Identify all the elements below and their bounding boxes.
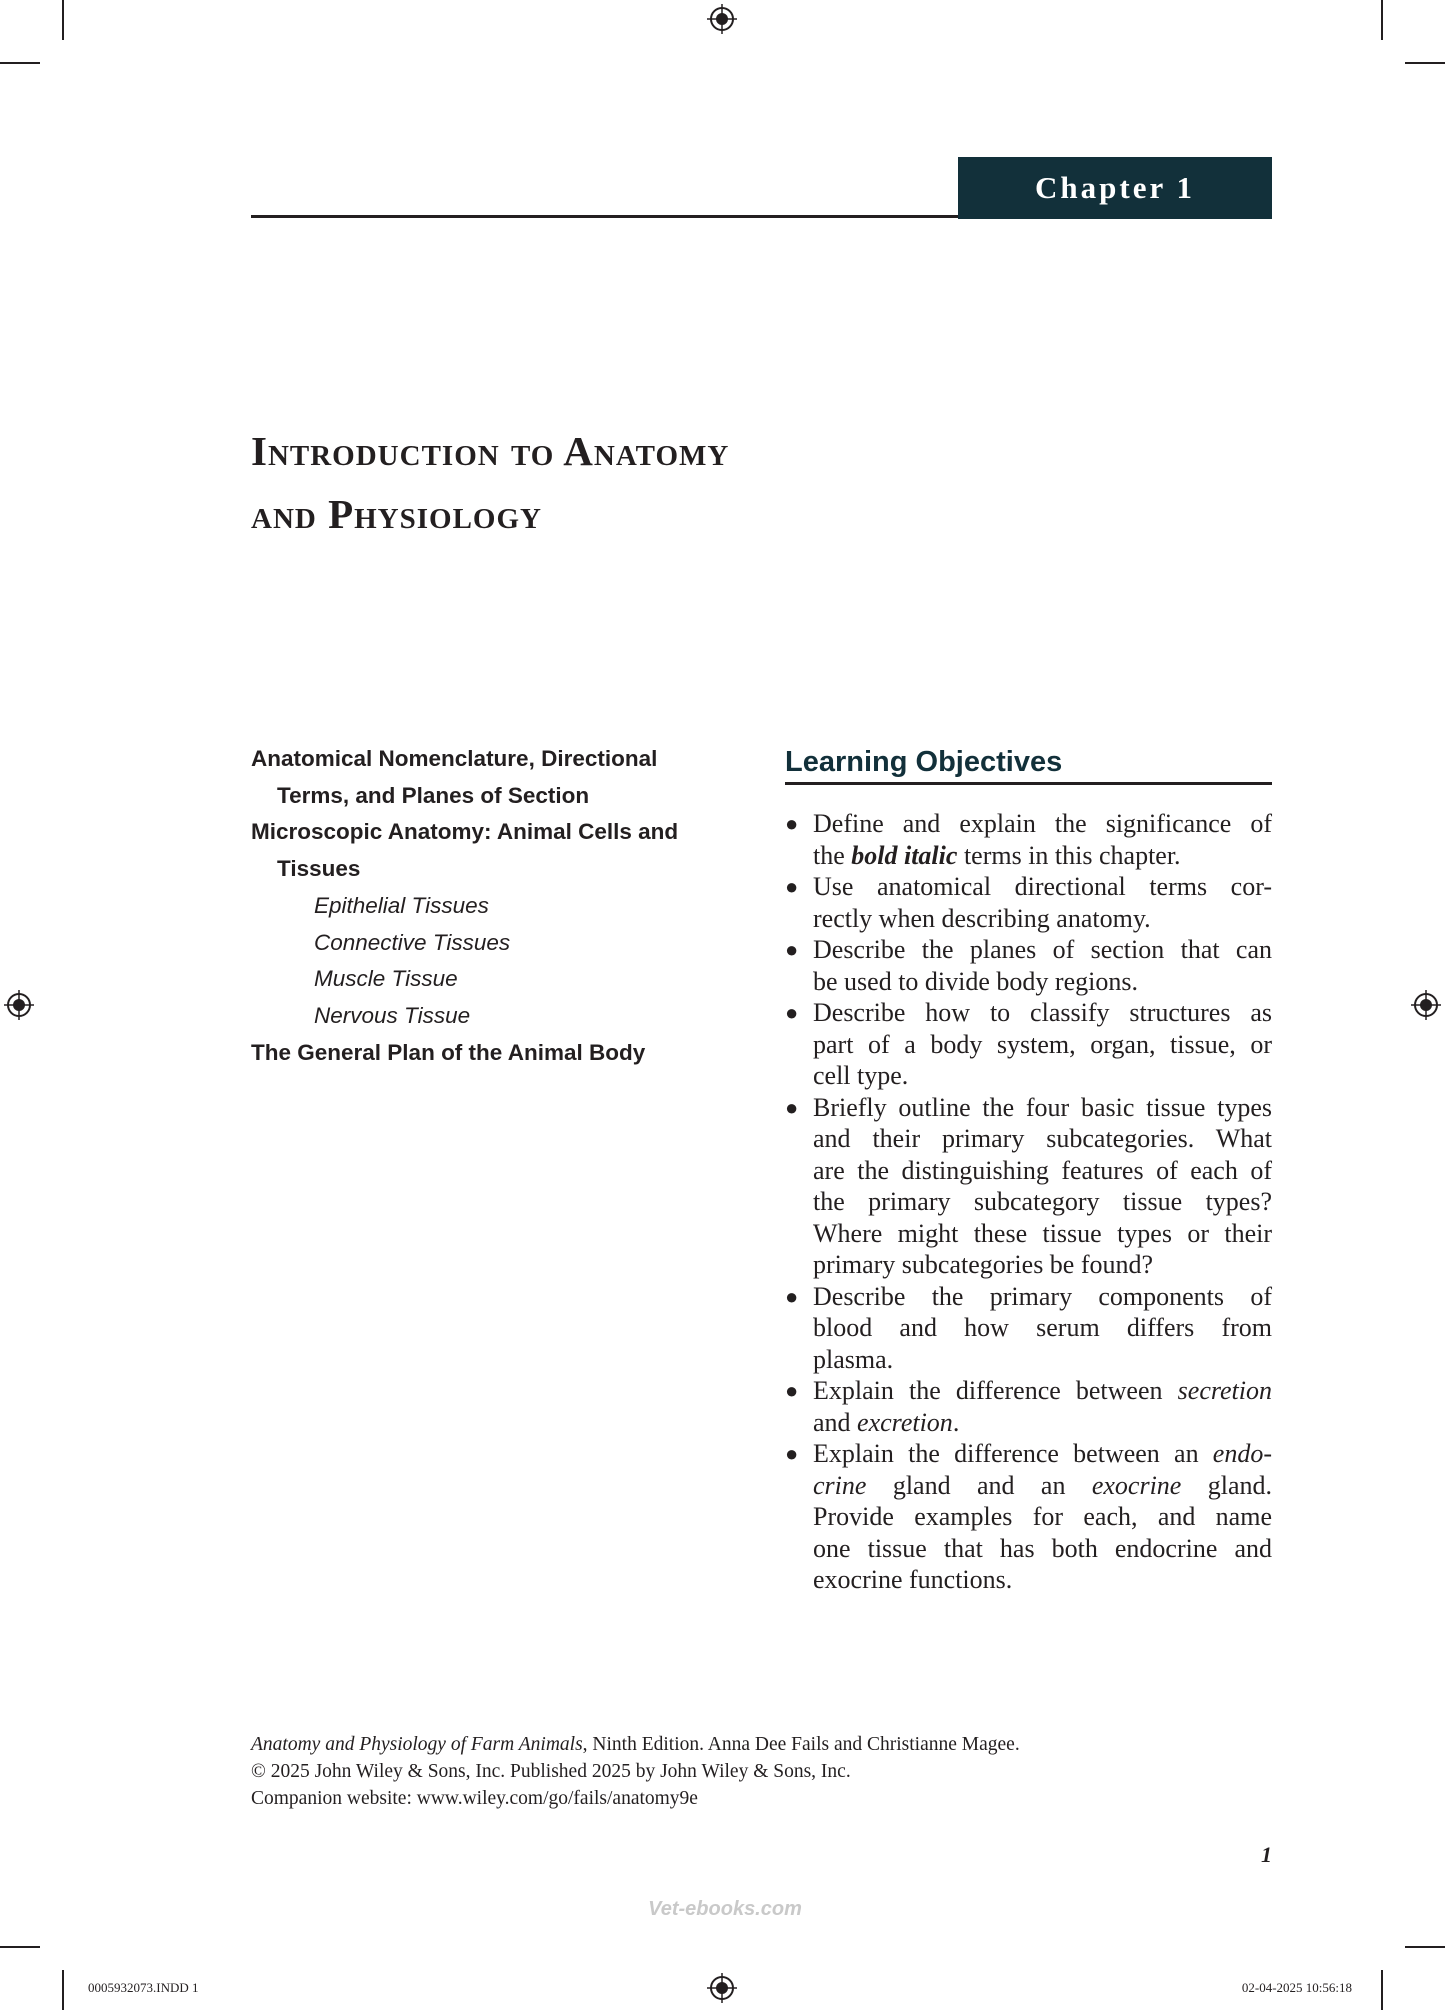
chapter-label: Chapter 1 xyxy=(958,157,1272,219)
objective-text: gland and an xyxy=(866,1470,1092,1500)
objective-text: terms in this chapter. xyxy=(957,840,1181,870)
learning-objective xyxy=(785,1281,1272,1376)
objective-line xyxy=(813,808,1272,840)
objective-text: Use anatomical directional terms cor- xyxy=(813,872,1272,901)
chapter-outline xyxy=(251,741,711,1071)
bullet-icon: ● xyxy=(785,1441,799,1466)
bullet-icon: ● xyxy=(785,1000,799,1025)
objective-text: Describe the planes of section that can xyxy=(813,935,1272,964)
emphasized-term: crine xyxy=(813,1470,867,1500)
outline-subsection: Muscle Tissue xyxy=(314,966,458,992)
objective-text: the primary subcategory tissue types? xyxy=(813,1187,1272,1216)
companion-website: Companion website: www.wiley.com/go/fails/anatomy9e xyxy=(251,1788,698,1809)
registration-mark-icon xyxy=(4,990,34,1020)
objective-line xyxy=(813,1186,1272,1218)
objective-line xyxy=(813,934,1272,966)
objective-text: rectly when describing anatomy. xyxy=(813,903,1151,933)
bullet-icon: ● xyxy=(785,1378,799,1403)
bullet-icon: ● xyxy=(785,1283,799,1309)
learning-objective xyxy=(785,997,1272,1092)
objective-text: Describe how to classify structures as xyxy=(813,998,1272,1027)
objective-text: cell type. xyxy=(813,1061,909,1090)
chapter-title-line: and Physiology xyxy=(251,491,542,537)
chapter-title xyxy=(251,420,1051,546)
bullet-icon: ● xyxy=(785,874,799,899)
objective-text: be used to divide body regions. xyxy=(813,966,1138,996)
objective-line xyxy=(813,1060,1272,1092)
outline-section: Tissues xyxy=(277,856,361,882)
emphasized-term: secretion xyxy=(1177,1376,1272,1405)
learning-objective xyxy=(785,1375,1272,1438)
chapter-rule xyxy=(251,215,958,218)
objective-text: plasma. xyxy=(813,1344,894,1374)
outline-section: The General Plan of the Animal Body xyxy=(251,1039,646,1065)
book-title: Anatomy and Physiology of Farm Animals xyxy=(251,1734,583,1755)
registration-mark-icon xyxy=(707,1973,737,2003)
learning-objective xyxy=(785,934,1272,997)
objective-line xyxy=(813,1123,1272,1155)
learning-objectives-rule xyxy=(785,782,1272,785)
crop-mark xyxy=(0,62,40,64)
crop-mark xyxy=(1381,0,1383,40)
objective-line xyxy=(813,1564,1272,1596)
edition-authors: , Ninth Edition. Anna Dee Fails and Christianne Magee. xyxy=(582,1734,1020,1755)
crop-mark xyxy=(1405,1946,1445,1948)
objective-text: part of a body system, organ, tissue, or xyxy=(813,1029,1272,1059)
objective-line xyxy=(813,840,1272,872)
emphasized-term: bold italic xyxy=(851,840,958,870)
objective-line xyxy=(813,1092,1272,1124)
crop-mark xyxy=(1381,1970,1383,2010)
objective-line xyxy=(813,1029,1272,1061)
registration-mark-icon xyxy=(1411,990,1441,1020)
registration-mark-icon xyxy=(707,4,737,34)
objective-text: one tissue that has both endocrine and xyxy=(813,1533,1272,1563)
outline-subsection: Epithelial Tissues xyxy=(314,892,489,918)
objective-text: and xyxy=(813,1407,858,1437)
chapter-title-line: Introduction to Anatomy xyxy=(251,428,730,474)
objective-text: exocrine functions. xyxy=(813,1565,1013,1594)
learning-objective xyxy=(785,871,1272,934)
crop-mark xyxy=(62,1970,64,2010)
objective-text: Describe the primary components of xyxy=(813,1281,1272,1311)
objective-line xyxy=(813,903,1272,935)
copyright-line: © 2025 John Wiley & Sons, Inc. Published 2025 by John Wiley & Sons, Inc. xyxy=(251,1761,851,1782)
footer-line xyxy=(251,1731,1211,1758)
objective-text: Provide examples for each, and name xyxy=(813,1502,1272,1531)
objective-line xyxy=(813,1218,1272,1250)
slug-file-name: 0005932073.INDD 1 xyxy=(88,1980,199,1995)
learning-objectives-list xyxy=(785,808,1272,1596)
crop-mark xyxy=(1405,62,1445,64)
outline-section: Terms, and Planes of Section xyxy=(277,782,590,808)
objective-line xyxy=(813,1407,1272,1439)
bullet-icon: ● xyxy=(785,937,799,962)
objective-line xyxy=(813,1375,1272,1407)
outline-subsection: Connective Tissues xyxy=(314,929,511,955)
objective-line xyxy=(813,1155,1272,1187)
objective-text: gland. xyxy=(1181,1470,1272,1500)
objective-line xyxy=(813,1533,1272,1565)
objective-line xyxy=(813,871,1272,903)
bullet-icon: ● xyxy=(785,1094,799,1120)
objective-text: and their primary subcategories. What xyxy=(813,1124,1272,1153)
objective-text: the xyxy=(813,840,852,870)
objective-line xyxy=(813,1501,1272,1533)
emphasized-term: exocrine xyxy=(1091,1470,1182,1500)
watermark: Vet-ebooks.com xyxy=(648,1898,802,1920)
objective-line xyxy=(813,997,1272,1029)
learning-objective xyxy=(785,1092,1272,1281)
objective-line xyxy=(813,1312,1272,1344)
objective-text: primary subcategories be found? xyxy=(813,1250,1154,1279)
objective-text: Where might these tissue types or their xyxy=(813,1218,1272,1248)
outline-section: Anatomical Nomenclature, Directional xyxy=(251,746,658,771)
objective-line xyxy=(813,1249,1272,1281)
objective-text: . xyxy=(952,1407,960,1437)
objective-line xyxy=(813,966,1272,998)
objective-text: are the distinguishing features of each of xyxy=(813,1155,1272,1185)
emphasized-term: excretion xyxy=(857,1407,953,1437)
objective-line xyxy=(813,1281,1272,1313)
objective-text: blood and how serum differs from xyxy=(813,1313,1272,1342)
objective-line xyxy=(813,1470,1272,1502)
page-number: 1 xyxy=(1261,1842,1272,1867)
outline-subsection: Nervous Tissue xyxy=(314,1002,471,1028)
objective-line xyxy=(813,1438,1272,1470)
bullet-icon: ● xyxy=(785,811,799,836)
objective-text: Explain the difference between xyxy=(813,1376,1178,1405)
learning-objectives-heading: Learning Objectives xyxy=(785,746,1063,778)
crop-mark xyxy=(0,1946,40,1948)
copyright-footer xyxy=(251,1731,1211,1812)
crop-mark xyxy=(62,0,64,40)
outline-section: Microscopic Anatomy: Animal Cells and xyxy=(251,819,679,845)
objective-text: Explain the difference between an xyxy=(813,1439,1213,1468)
learning-objective xyxy=(785,1438,1272,1596)
objective-line xyxy=(813,1344,1272,1376)
learning-objective xyxy=(785,808,1272,871)
emphasized-term: endo- xyxy=(1212,1439,1272,1468)
slug-timestamp: 02-04-2025 10:56:18 xyxy=(1241,1980,1352,1995)
objective-text: Briefly outline the four basic tissue types xyxy=(813,1092,1272,1122)
objective-text: Define and explain the significance of xyxy=(813,809,1272,838)
